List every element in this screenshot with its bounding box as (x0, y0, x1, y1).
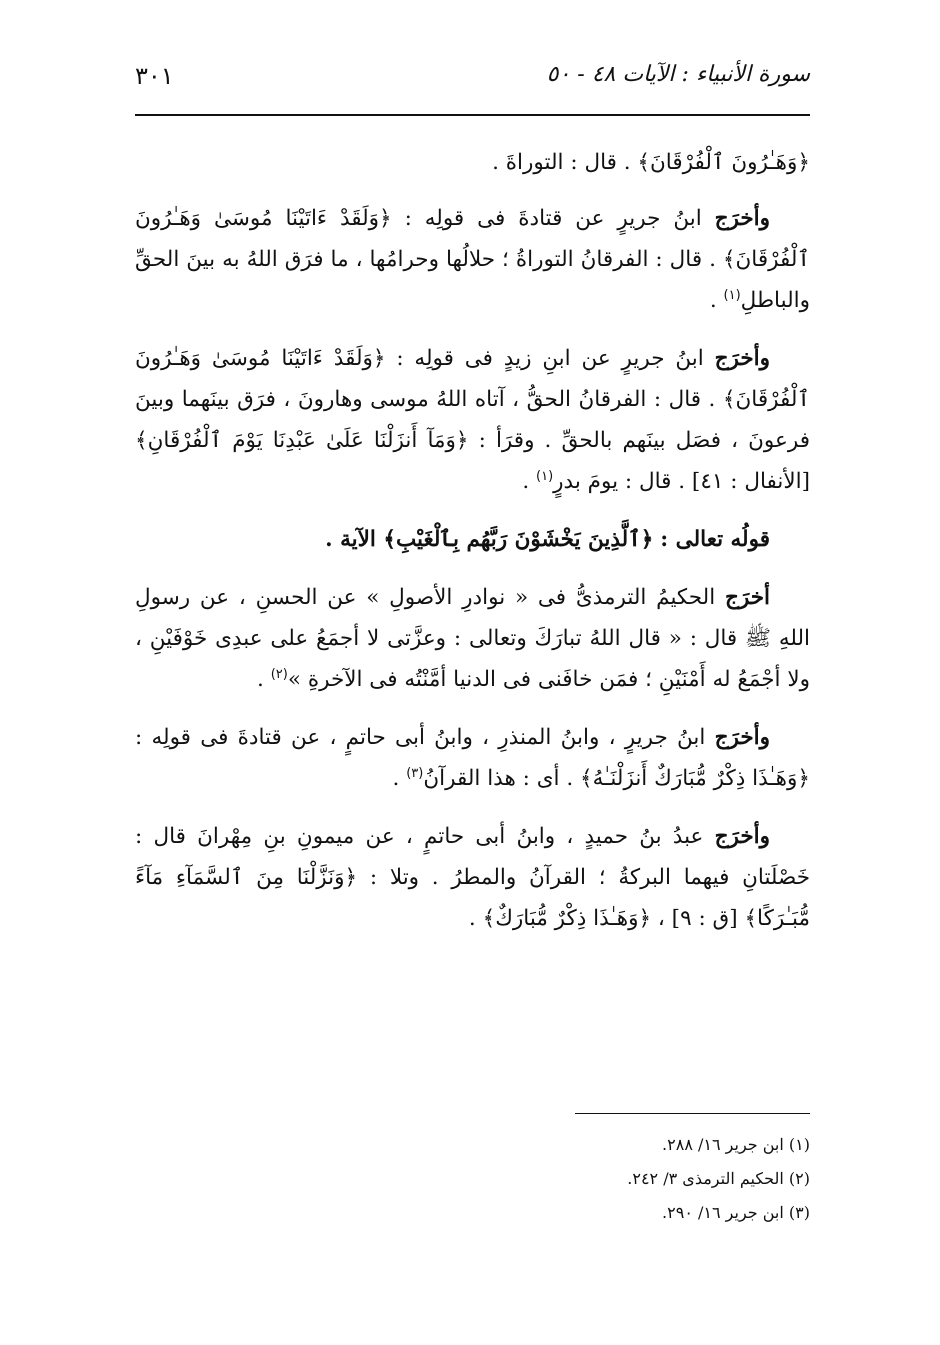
section-heading: قولُه تعالى : (660, 527, 770, 552)
footnote-marker: (٢) (270, 666, 288, 682)
paragraph-tail: . (522, 469, 537, 494)
paragraph-text: ابنُ جريرٍ ، وابنُ المنذرِ ، وابنُ أبى حاتمٍ ، عن قتادةَ فى قولِه : ﴿وَهَـٰذَا ذِكْرٌ مُّبَارَكٌ أَنزَلْنَـٰهُ﴾ . أى : هذا القرآنُ (135, 725, 810, 791)
paragraph-text: ابنُ جريرٍ عن قتادةَ فى قولِه : ﴿وَلَقَدْ ءَاتَيْنَا مُوسَىٰ وَهَـٰرُونَ ٱلْفُرْقَانَ﴾ . قال : الفرقانُ التوراةُ ؛ حلالُها وحرامُها ، ما فرَق اللهُ به بينَ الحقِّ والباطلِ (135, 206, 810, 313)
paragraph-tail: . (257, 667, 271, 692)
page-number: ٣٠١ (135, 62, 174, 90)
running-header (135, 58, 810, 98)
paragraph (135, 198, 810, 321)
footnote: (١) ابن جرير ١٦/ ٢٨٨. (662, 1135, 810, 1154)
footnote: (٣) ابن جرير ١٦/ ٢٩٠. (662, 1203, 810, 1222)
paragraph (135, 338, 810, 502)
body-text (135, 142, 810, 956)
paragraph-lead: وأخرَج (714, 346, 770, 371)
paragraph (135, 816, 810, 939)
footnote: (٢) الحكيم الترمذى ٣/ ٢٤٢. (627, 1169, 810, 1188)
paragraph (135, 577, 810, 700)
paragraph-text: عبدُ بنُ حميدٍ ، وابنُ أبى حاتمٍ ، عن ميمونِ بنِ مِهْرانَ قال : خَصْلَتانِ فيهما البركةُ ؛ القرآنُ والمطرُ . وتلا : ﴿وَنَزَّلْنَا مِنَ ٱلسَّمَآءِ مَآءً مُّبَـٰرَكًا﴾ [ق : ٩] ، ﴿وَهَـٰذَا ذِكْرٌ مُّبَارَكٌ﴾ . (135, 824, 810, 931)
paragraph-tail: . (709, 288, 724, 313)
paragraph-lead: أخرَج (724, 585, 770, 610)
paragraph-tail: . (392, 766, 407, 791)
footnote-marker: (٣) (406, 765, 424, 781)
paragraph-text: ﴿وَهَـٰرُونَ ٱلْفُرْقَانَ﴾ . قال : التوراةَ . (492, 150, 810, 175)
footnotes (135, 1128, 810, 1230)
paragraph-lead: وأخرَج (714, 206, 770, 231)
header-rule (135, 114, 810, 116)
paragraph-lead: وأخرَج (714, 725, 770, 750)
footnote-rule (575, 1113, 810, 1114)
paragraph (135, 519, 810, 560)
paragraph-text: الحكيمُ الترمذىُّ فى « نوادرِ الأصولِ » عن الحسنِ ، عن رسولِ اللهِ ﷺ قال : « قال اللهُ تبارَكَ وتعالى : وعزَّتى لا أجمَعُ على عبدِى خَوْفَيْنِ ، ولا أجْمَعُ له أَمْنَيْنِ ؛ فمَن خافَنى فى الدنيا أمَّنْتُه فى الآخرةِ » (135, 585, 810, 692)
paragraph (135, 142, 810, 183)
paragraph-text: ﴿ٱلَّذِينَ يَخْشَوْنَ رَبَّهُم بِٱلْغَيْبِ﴾ الآية . (325, 527, 654, 552)
paragraph-text: ابنُ جريرٍ عن ابنِ زيدٍ فى قولِه : ﴿وَلَقَدْ ءَاتَيْنَا مُوسَىٰ وَهَـٰرُونَ ٱلْفُرْقَانَ﴾ . قال : الفرقانُ الحقُّ ، آتاه اللهُ موسى وهارونَ ، فرَق بينَهما وبينَ فرعونَ ، فصَل بينَهم بالحقِّ . وقرَأ : ﴿وَمَآ أَنزَلْنَا عَلَىٰ عَبْدِنَا يَوْمَ ٱلْفُرْقَانِ﴾ [الأنفال : ٤١] . قال : يومَ بدرٍ (135, 346, 810, 494)
paragraph-lead: وأخرَج (714, 824, 770, 849)
footnote-marker: (١) (723, 287, 741, 303)
paragraph (135, 717, 810, 799)
surah-title: سورة الأنبياء : الآيات ٤٨ - ٥٠ (546, 62, 810, 87)
footnote-marker: (١) (536, 468, 554, 484)
